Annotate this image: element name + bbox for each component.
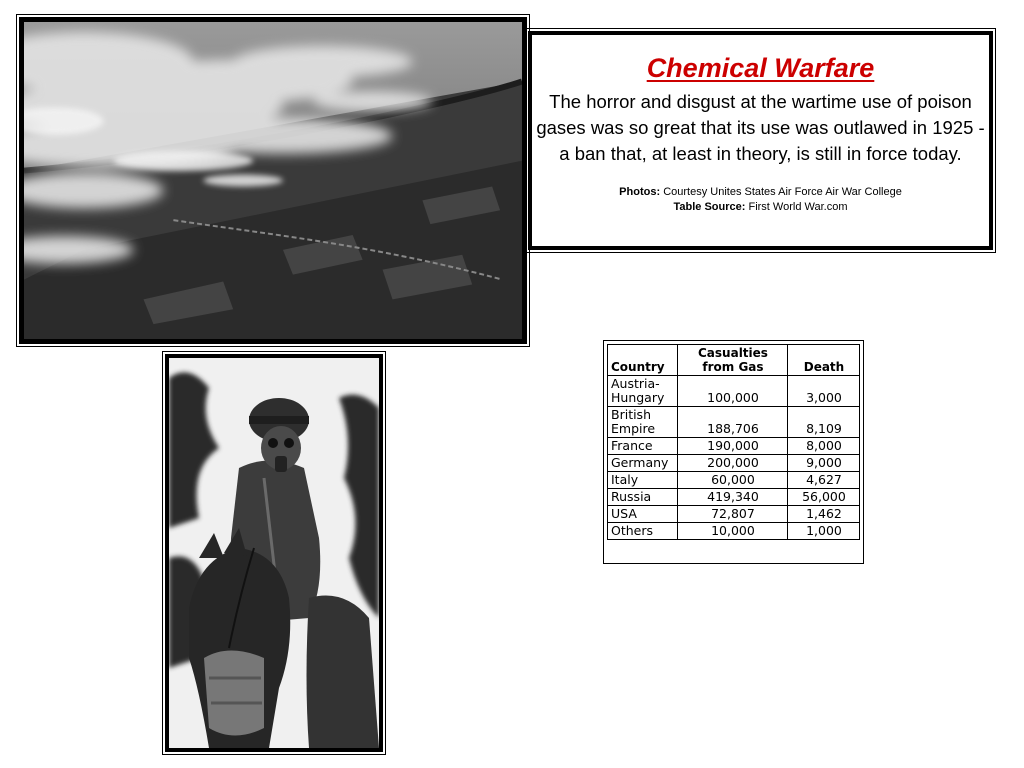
header-death: Death — [787, 345, 859, 376]
page-title: Chemical Warfare — [646, 53, 875, 83]
description-text: The horror and disgust at the wartime use of poison gases was so great that its use was outlawed in 1925 - a ban that, at least in theory, is still in force today. — [536, 91, 985, 164]
gas-cloud-photo-graphic — [24, 22, 522, 339]
country-cell: Germany — [608, 455, 678, 472]
table-row — [608, 472, 860, 489]
death-cell: 8,109 — [787, 407, 859, 438]
header-casualties-line1: Casualties — [698, 346, 768, 360]
country-line1: British — [611, 407, 651, 422]
table-row — [608, 455, 860, 472]
photo-credit-value: Courtesy Unites States Air Force Air War College — [663, 186, 902, 198]
photo-credit — [532, 185, 989, 200]
photo-credit-label: Photos: — [619, 186, 661, 198]
death-cell: 56,000 — [787, 489, 859, 506]
casualties-cell: 200,000 — [678, 455, 788, 472]
casualties-cell: 190,000 — [678, 438, 788, 455]
header-country: Country — [608, 345, 678, 376]
table-row — [608, 489, 860, 506]
casualties-cell: 100,000 — [678, 376, 788, 407]
table-row — [608, 407, 860, 438]
country-line2: Hungary — [611, 390, 665, 405]
country-line1: Austria- — [611, 376, 660, 391]
soldier-photo-graphic — [169, 358, 379, 748]
country-cell: France — [608, 438, 678, 455]
table-source-credit — [532, 200, 989, 215]
country-cell — [608, 407, 678, 438]
country-cell: Italy — [608, 472, 678, 489]
casualties-cell: 72,807 — [678, 506, 788, 523]
death-cell: 1,000 — [787, 523, 859, 540]
casualties-cell: 60,000 — [678, 472, 788, 489]
death-cell: 8,000 — [787, 438, 859, 455]
table-source-value: First World War.com — [748, 201, 848, 213]
gas-cloud-aerial-photo — [19, 17, 527, 344]
country-cell: USA — [608, 506, 678, 523]
death-cell: 3,000 — [787, 376, 859, 407]
casualties-cell: 10,000 — [678, 523, 788, 540]
table-row — [608, 376, 860, 407]
header-casualties — [678, 345, 788, 376]
table-header-row — [608, 345, 860, 376]
casualties-cell: 419,340 — [678, 489, 788, 506]
country-cell — [608, 376, 678, 407]
table-row — [608, 523, 860, 540]
credits — [532, 185, 989, 215]
table-row — [608, 506, 860, 523]
country-cell: Russia — [608, 489, 678, 506]
description-box — [528, 31, 993, 250]
casualties-cell: 188,706 — [678, 407, 788, 438]
table-row — [608, 438, 860, 455]
gas-mask-soldier-on-horse-photo — [165, 354, 383, 752]
country-line2: Empire — [611, 421, 656, 436]
gas-casualties-table-frame — [603, 340, 864, 564]
gas-casualties-table — [607, 344, 860, 540]
country-cell: Others — [608, 523, 678, 540]
death-cell: 9,000 — [787, 455, 859, 472]
table-source-label: Table Source: — [673, 201, 746, 213]
table-body — [608, 376, 860, 540]
header-casualties-line2: from Gas — [702, 360, 764, 374]
death-cell: 4,627 — [787, 472, 859, 489]
death-cell: 1,462 — [787, 506, 859, 523]
